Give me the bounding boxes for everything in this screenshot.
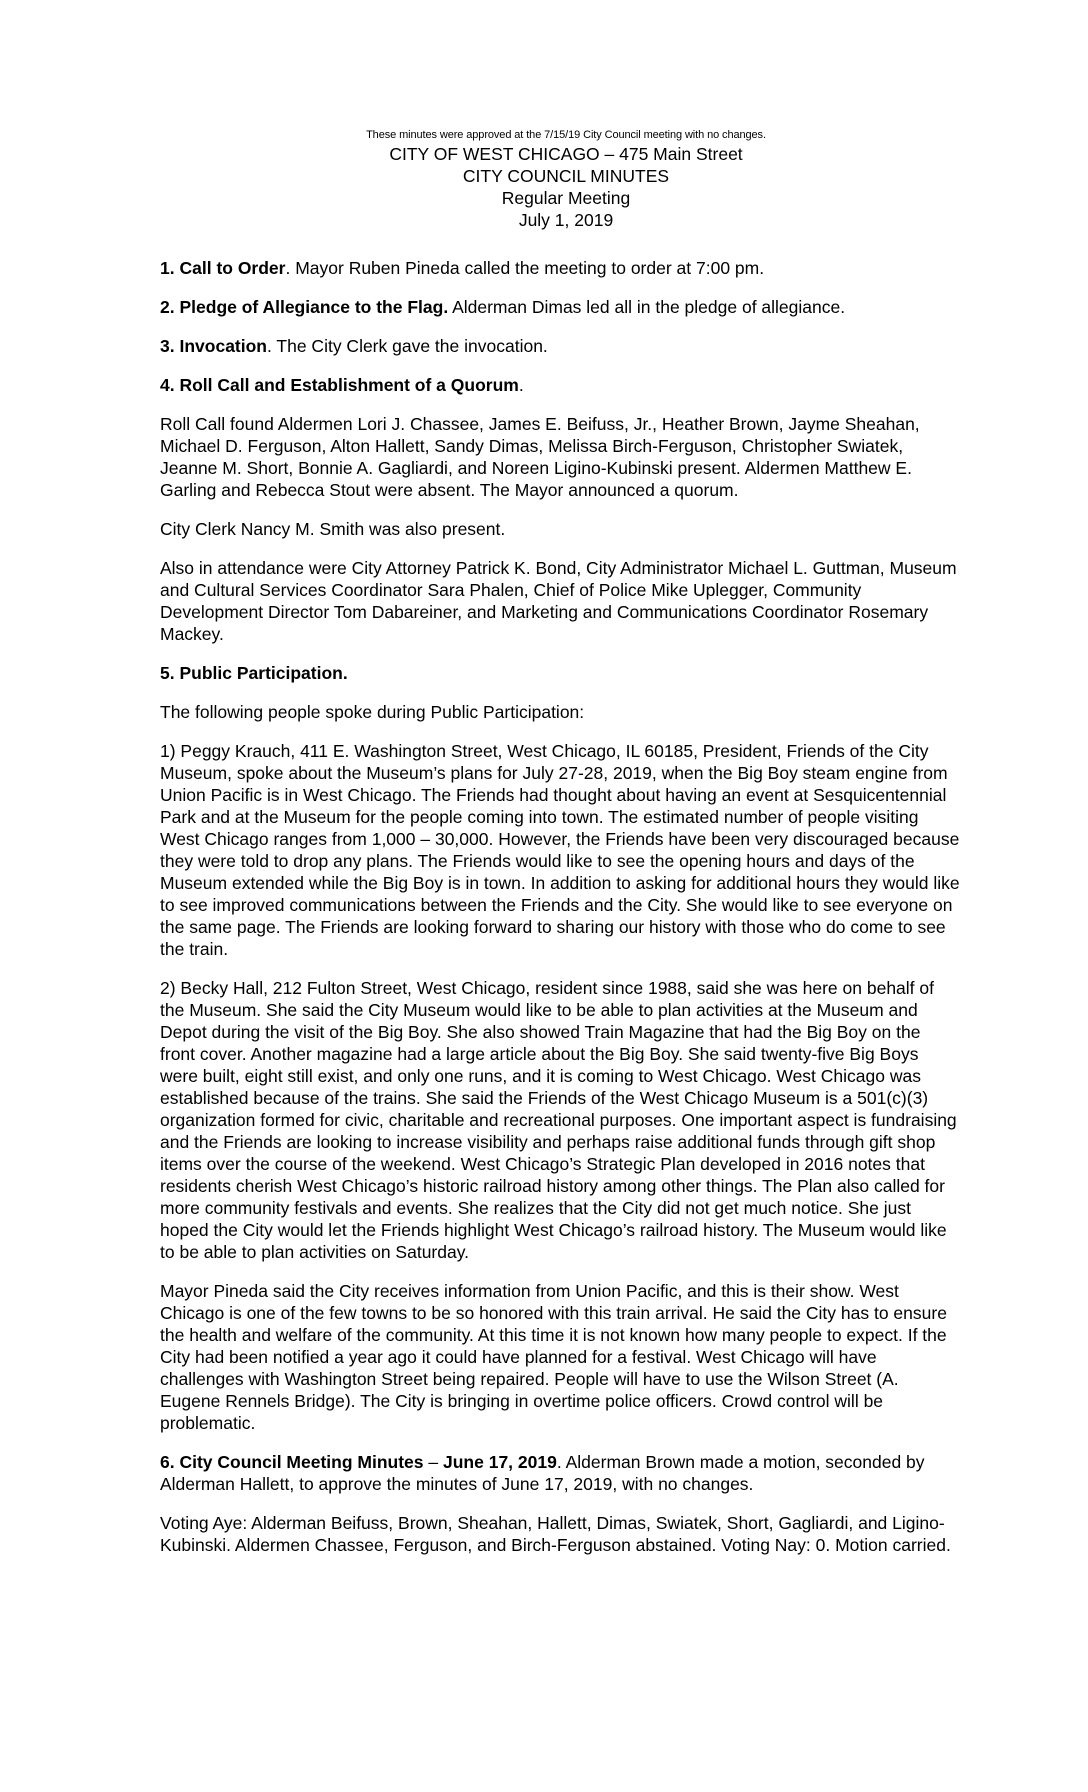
roll-call-paragraph: Roll Call found Aldermen Lori J. Chassee, James E. Beifuss, Jr., Heather Brown, Jayme Sheahan, Michael D. Ferguson, Alton Hallett, Sandy Dimas, Melissa Birch-Ferguson, Christopher Swiatek, Jeanne M. Short, Bonnie A. Gagliardi, and Noreen Ligino-Kubinski present. Aldermen Matthew E. Garling and Rebecca Stout were absent. The Mayor announced a quorum.: [160, 414, 920, 500]
item-number: 4.: [160, 375, 175, 395]
approval-note: These minutes were approved at the 7/15/19 City Council meeting with no changes.: [366, 129, 766, 141]
item-heading-dash: –: [423, 1452, 443, 1472]
attendance-paragraph: Also in attendance were City Attorney Patrick K. Bond, City Administrator Michael L. Guttman, Museum and Cultural Services Coordinator Sara Phalen, Chief of Police Mike Uplegger, Community Development Director Tom Dabareiner, and Marketing and Communications Coordinator Rosemary Mackey.: [160, 558, 957, 644]
item-heading: City Council Meeting Minutes: [179, 1452, 424, 1472]
meeting-date: July 1, 2019: [518, 210, 614, 230]
item-heading: Pledge of Allegiance to the Flag.: [179, 297, 449, 317]
document-header: [0, 128, 1088, 231]
item-roll-call: [160, 374, 960, 396]
item-heading: Public Participation.: [179, 663, 348, 683]
item-call-to-order: [160, 257, 960, 279]
item-number: 1.: [160, 258, 175, 278]
vote-paragraph: Voting Aye: Alderman Beifuss, Brown, Sheahan, Hallett, Dimas, Swiatek, Short, Gagliardi, and Ligino-Kubinski. Aldermen Chassee, Ferguson, and Birch-Ferguson abstained. Voting Nay: 0. Motion carried.: [160, 1513, 951, 1555]
item-invocation: [160, 335, 960, 357]
city-address-line: CITY OF WEST CHICAGO – 475 Main Street: [389, 144, 743, 164]
item-text: .: [518, 375, 524, 395]
item-text: . Alderman Brown made a motion, seconded by Alderman Hallett, to approve the minutes of June 17, 2019, with no changes.: [160, 1452, 925, 1494]
item-meeting-minutes: [160, 1451, 960, 1495]
item-heading: Invocation: [179, 336, 267, 356]
item-number: 3.: [160, 336, 175, 356]
item-heading: Call to Order: [179, 258, 286, 278]
item-text: . The City Clerk gave the invocation.: [267, 336, 548, 356]
clerk-paragraph: City Clerk Nancy M. Smith was also present.: [160, 519, 506, 539]
item-text: Alderman Dimas led all in the pledge of allegiance.: [448, 297, 846, 317]
meeting-type: Regular Meeting: [501, 188, 631, 208]
public-participation-intro: The following people spoke during Public Participation:: [160, 702, 585, 722]
document-title: CITY COUNCIL MINUTES: [462, 166, 670, 186]
item-public-participation: [160, 662, 960, 684]
item-number: 6.: [160, 1452, 175, 1472]
item-number: 5.: [160, 663, 175, 683]
minutes-body: [160, 257, 960, 1573]
mayor-response-paragraph: Mayor Pineda said the City receives information from Union Pacific, and this is their show. West Chicago is one of the few towns to be so honored with this train arrival. He said the City has to ensure the health and welfare of the community. At this time it is not known how many people to expect. If the City had been notified a year ago it could have planned for a festival. West Chicago will have challenges with Washington Street being repaired. People will have to use the Wilson Street (A. Eugene Rennels Bridge). The City is bringing in overtime police officers. Crowd control will be problematic.: [160, 1281, 947, 1433]
item-heading-date: June 17, 2019: [443, 1452, 557, 1472]
item-number: 2.: [160, 297, 175, 317]
item-heading: Roll Call and Establishment of a Quorum: [179, 375, 519, 395]
item-pledge: [160, 296, 960, 318]
speaker-paragraph: 2) Becky Hall, 212 Fulton Street, West Chicago, resident since 1988, said she was here on behalf of the Museum. She said the City Museum would like to be able to plan activities at the Museum and Depot during the visit of the Big Boy. She also showed Train Magazine that had the Big Boy on the front cover. Another magazine had a large article about the Big Boy. She said twenty-five Big Boys were built, eight still exist, and only one runs, and it is coming to West Chicago. West Chicago was established because of the trains. She said the Friends of the West Chicago Museum is a 501(c)(3) organization formed for civic, charitable and recreational purposes. One important aspect is fundraising and the Friends are looking to increase visibility and perhaps raise additional funds through gift shop items over the course of the weekend. West Chicago’s Strategic Plan developed in 2016 notes that residents cherish West Chicago’s historic railroad history among other things. The Plan also called for more community festivals and events. She realizes that the City did not get much notice. She just hoped the City would let the Friends highlight West Chicago’s railroad history. The Museum would like to be able to plan activities on Saturday.: [160, 978, 957, 1262]
item-text: . Mayor Ruben Pineda called the meeting to order at 7:00 pm.: [285, 258, 765, 278]
speaker-paragraph: 1) Peggy Krauch, 411 E. Washington Street, West Chicago, IL 60185, President, Friends of the City Museum, spoke about the Museum’s plans for July 27-28, 2019, when the Big Boy steam engine from Union Pacific is in West Chicago. The Friends had thought about having an event at Sesquicentennial Park and at the Museum for the people coming into town. The estimated number of people visiting West Chicago ranges from 1,000 – 30,000. However, the Friends have been very discouraged because they were told to drop any plans. The Friends would like to see the opening hours and days of the Museum extended while the Big Boy is in town. In addition to asking for additional hours they would like to see improved communications between the Friends and the City. She would like to see everyone on the same page. The Friends are looking forward to sharing our history with those who do come to see the train.: [160, 741, 960, 959]
